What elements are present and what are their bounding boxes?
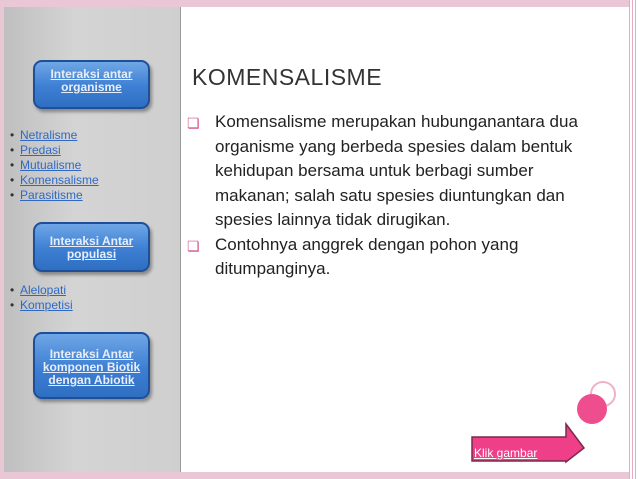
list-item[interactable]: • Netralisme <box>10 128 78 142</box>
interaksi-populasi-button[interactable] <box>33 222 150 272</box>
bullet-text: Komensalisme merupakan hubunganantara dua organisme yang berbeda spesies dalam bentuk kehidupan bersama untuk berbagi sumber makanan; salah satu spesies diuntungkan dan spesies lainnya tidak dirugikan. <box>215 112 578 229</box>
frame-top <box>0 0 638 7</box>
bullet-definition <box>187 110 582 233</box>
interaksi-organisme-button[interactable] <box>33 60 150 109</box>
interaksi-biotik-abiotik-button[interactable] <box>33 332 150 399</box>
interaksi-biotik-abiotik-label: Interaksi Antar komponen Biotik dengan Abiotik <box>42 347 141 387</box>
frame-right-stripes <box>629 0 638 479</box>
populasi-list <box>10 283 73 313</box>
interaksi-populasi-label: Interaksi Antar populasi <box>49 234 134 261</box>
bullet-text: Contohnya anggrek dengan pohon yang ditumpanginya. <box>215 234 519 278</box>
bullet-example <box>187 233 582 282</box>
organisme-list <box>10 128 99 203</box>
bullet-icon: ❏ <box>187 237 200 254</box>
list-item[interactable]: • Mutualisme <box>10 158 82 172</box>
list-item[interactable]: • Parasitisme <box>10 188 83 202</box>
content-bullets <box>187 110 582 282</box>
page-title: KOMENSALISME <box>192 64 383 90</box>
sidebar <box>4 7 181 472</box>
list-item[interactable]: • Komensalisme <box>10 173 99 187</box>
list-item[interactable]: • Predasi <box>10 143 61 157</box>
frame-bottom <box>0 472 638 479</box>
interaksi-organisme-label: Interaksi antar organisme <box>50 67 133 94</box>
klik-gambar-label[interactable]: Klik gambar <box>474 446 538 460</box>
list-item[interactable]: • Alelopati <box>10 283 67 297</box>
list-item[interactable]: • Kompetisi <box>10 298 73 312</box>
bullet-icon: ❏ <box>187 115 200 131</box>
